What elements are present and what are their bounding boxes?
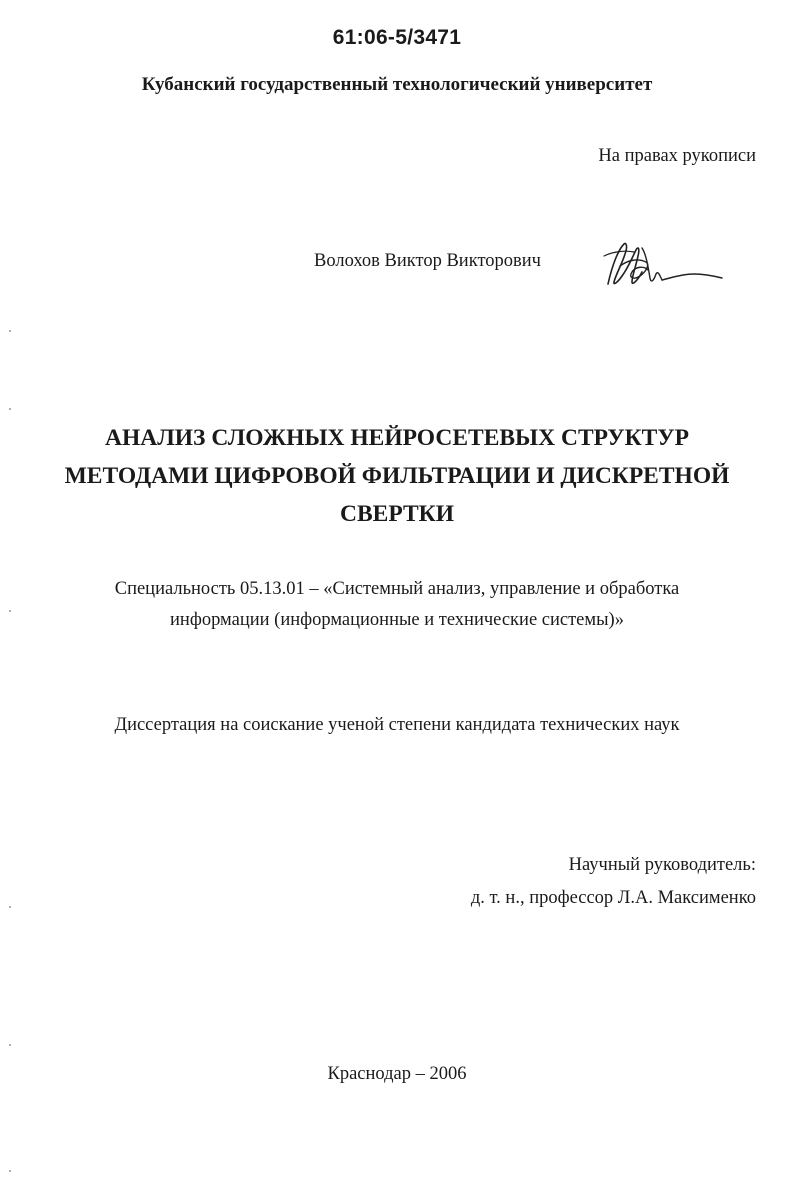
specialty-line: информации (информационные и технические системы)» [170, 610, 624, 630]
title-line: СВЕРТКИ [340, 501, 454, 527]
advisor-label: Научный руководитель: [568, 855, 756, 875]
scan-speck [9, 906, 11, 908]
scan-speck [9, 1044, 11, 1046]
title-line: АНАЛИЗ СЛОЖНЫХ НЕЙРОСЕТЕВЫХ СТРУКТУР [105, 425, 689, 451]
university-name: Кубанский государственный технологический университет [141, 74, 653, 95]
manuscript-rights: На правах рукописи [598, 146, 756, 166]
scan-speck [9, 408, 11, 410]
catalog-code: 61:06-5/3471 [332, 26, 462, 49]
dissertation-note: Диссертация на соискание ученой степени кандидата технических наук [114, 715, 680, 735]
advisor-name: д. т. н., профессор Л.А. Максименко [470, 888, 756, 908]
author-signature [598, 236, 726, 296]
author-name: Волохов Виктор Викторович [314, 251, 541, 271]
city-year: Краснодар – 2006 [327, 1064, 467, 1084]
scan-speck [9, 1170, 11, 1172]
scan-speck [9, 610, 11, 612]
specialty [0, 574, 794, 636]
scan-speck [9, 330, 11, 332]
title-line: МЕТОДАМИ ЦИФРОВОЙ ФИЛЬТРАЦИИ И ДИСКРЕТНОЙ [64, 463, 730, 489]
specialty-line: Специальность 05.13.01 – «Системный анализ, управление и обработка [114, 579, 680, 599]
dissertation-title [0, 419, 794, 533]
